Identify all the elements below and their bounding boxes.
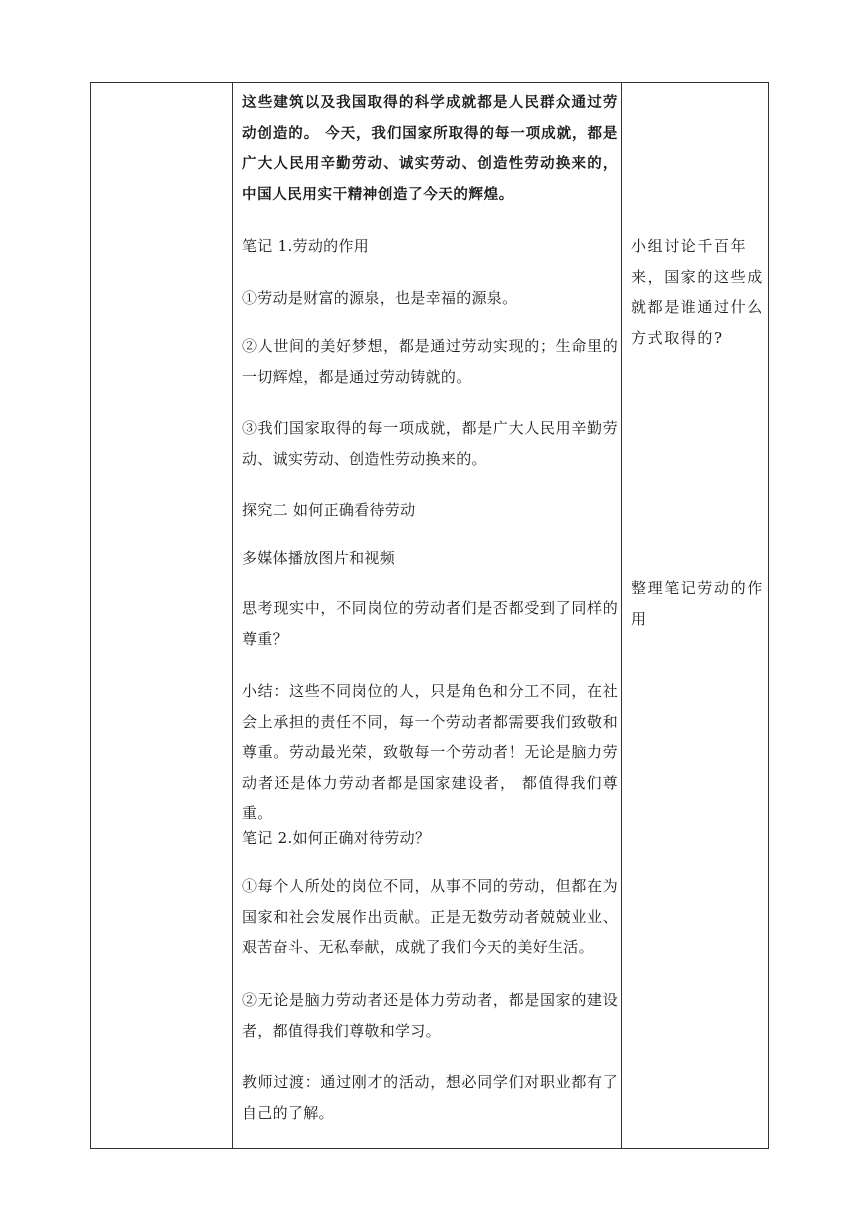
note1-item-2: ②人世间的美好梦想，都是通过劳动实现的；生命里的一切辉煌，都是通过劳动铸就的。 <box>242 337 618 386</box>
note2-title: 笔记 2.如何正确对待劳动？ <box>242 829 431 847</box>
note2-item-2: ②无论是脑力劳动者还是体力劳动者，都是国家的建设者，都值得我们尊敬和学习。 <box>242 991 618 1040</box>
organize-notes-note: 整理笔记劳动的作用 <box>631 579 764 628</box>
student-activity-column <box>621 83 768 1148</box>
question-paragraph: 思考现实中，不同岗位的劳动者们是否都受到了同样的尊重？ <box>242 599 618 648</box>
explore2-title: 探究二 如何正确看待劳动 <box>242 501 416 519</box>
summary-paragraph: 小结：这些不同岗位的人，只是角色和分工不同，在社会上承担的责任不同，每一个劳动者都需要我们致敬和尊重。劳动最光荣，致敬每一个劳动者！无论是脑力劳动者还是体力劳动者都是国家建设者， 都值得我们尊重。 <box>242 682 618 823</box>
media-note: 多媒体播放图片和视频 <box>242 549 396 567</box>
teacher-transition: 教师过渡：通过刚才的活动，想必同学们对职业都有了自己的了解。 <box>242 1073 618 1122</box>
note1-item-1: ①劳动是财富的源泉，也是幸福的源泉。 <box>242 289 518 307</box>
intro-paragraph: 这些建筑以及我国取得的科学成就都是人民群众通过劳动创造的。 今天，我们国家所取得的每一项成就，都是广大人民用辛勤劳动、诚实劳动、创造性劳动换来的，中国人民用实干精神创造了今天的辉煌。 <box>242 95 618 203</box>
teacher-activity-column <box>232 83 622 1148</box>
note1-title: 笔记 1.劳动的作用 <box>242 237 370 255</box>
group-discussion-note: 小组讨论千百年来，国家的这些成就都是谁通过什么方式取得的? <box>631 237 764 347</box>
lesson-table <box>90 82 769 1149</box>
note2-item-1: ①每个人所处的岗位不同，从事不同的劳动，但都在为国家和社会发展作出贡献。正是无数劳动者兢兢业业、艰苦奋斗、无私奉献，成就了我们今天的美好生活。 <box>242 877 618 957</box>
left-column <box>91 83 233 1148</box>
note1-item-3: ③我们国家取得的每一项成就，都是广大人民用辛勤劳动、诚实劳动、创造性劳动换来的。 <box>242 419 618 468</box>
